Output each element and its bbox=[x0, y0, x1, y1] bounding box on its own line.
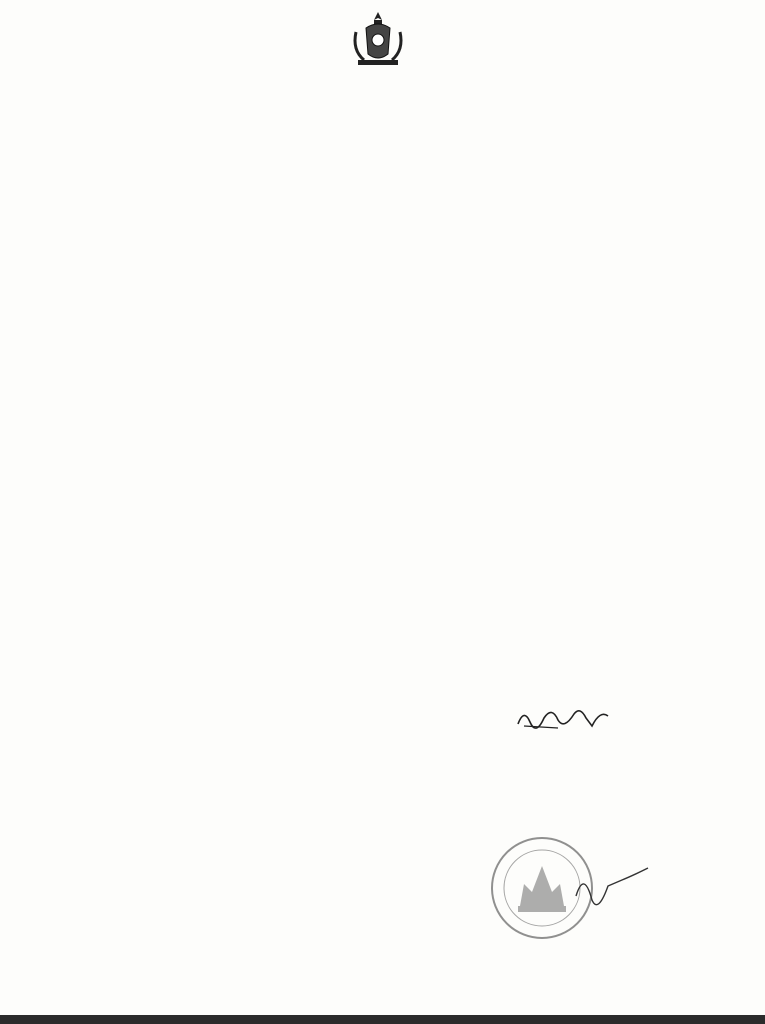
bottom-edge-bar bbox=[0, 1015, 765, 1024]
royal-crest-icon bbox=[348, 10, 408, 68]
official-seal bbox=[480, 830, 650, 945]
signature-mark bbox=[500, 700, 650, 734]
